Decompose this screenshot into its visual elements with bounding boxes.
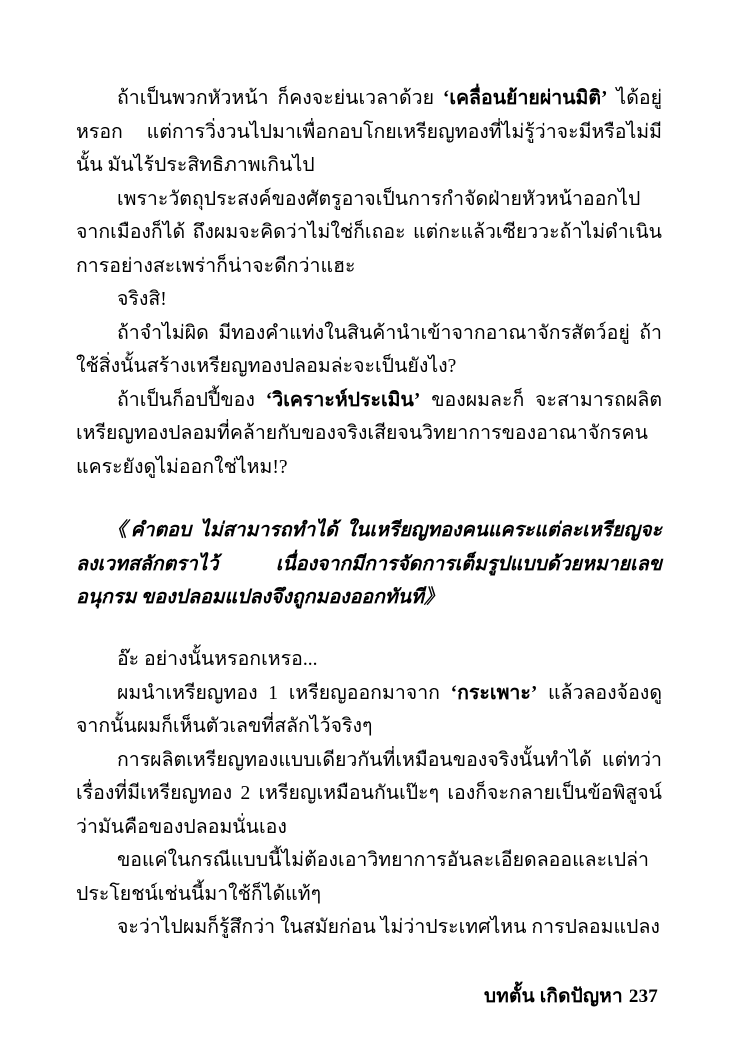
paragraph: [76, 183, 662, 284]
page-number: 237: [628, 986, 658, 1007]
paragraph: [76, 911, 662, 945]
paragraph: [76, 744, 662, 845]
text-run: แล้วลองจ้องดู จากนั้นผมก็เห็นตัวเลขที่สลักไว้จริงๆ: [76, 682, 662, 738]
page-footer: [76, 963, 662, 1011]
paragraph: [76, 677, 662, 744]
document-body: [76, 82, 662, 945]
text-run-emphasis: ‘กระเพาะ’: [450, 682, 538, 704]
text-run: อ๊ะ อย่างนั้นหรอกเหรอ...: [116, 648, 318, 670]
paragraph: [76, 643, 662, 677]
paragraph: [76, 844, 662, 911]
text-run: ถ้าจำไม่ผิด มีทองคำแท่งในสินค้านำเข้าจากอาณาจักรสัตว์อยู่ ถ้าใช้สิ่งนั้นสร้างเหรียญทองปลอมล่ะจะเป็นยังไง?: [76, 322, 662, 378]
text-run: ของผมละก็ จะสามารถผลิตเหรียญทองปลอมที่คล้ายกับของจริงเสียจนวิทยาการของอาณาจักรคนแคระยังดูไม่ออกใช่ไหม!?: [76, 389, 662, 478]
quote-close-mark: 》: [423, 587, 444, 609]
paragraph: [76, 283, 662, 317]
quote-text: คำตอบ ไม่สามารถทำได้ ในเหรียญทองคนแคระแต่ละเหรียญจะลงเวทสลักตราไว้ เนื่องจากมีการจัดการเต็มรูปแบบด้วยหมายเลขอนุกรม ของปลอมแปลงจึงถูกมองออกทันที: [76, 520, 662, 609]
text-run: จะว่าไปผมก็รู้สึกว่า ในสมัยก่อน ไม่ว่าประเทศไหน การปลอมแปลง: [116, 917, 660, 939]
paragraph: [76, 317, 662, 384]
text-run: ถ้าเป็นก็อปปี้ของ: [116, 389, 266, 411]
text-run: ผมนำเหรียญทอง 1 เหรียญออกมาจาก: [116, 682, 451, 704]
chapter-label: บทตั้น เกิดปัญหา: [484, 986, 623, 1007]
text-run: ขอแค่ในกรณีแบบนี้ไม่ต้องเอาวิทยาการอันละเอียดลออและเปล่าประโยชน์เช่นนี้มาใช้ก็ได้แท้ๆ: [76, 850, 649, 905]
text-run: ได้อยู่หรอก แต่การวิ่งวนไปมาเพื่อกอบโกยเหรียญทองที่ไม่รู้ว่าจะมีหรือไม่มีนั้น มันไร้ประสิทธิภาพเกินไป: [76, 88, 662, 177]
paragraph: [76, 82, 662, 183]
text-run: เพราะวัตถุประสงค์ของศัตรูอาจเป็นการกำจัดฝ่ายหัวหน้าออกไปจากเมืองก็ได้ ถึงผมจะคิดว่าไม่ใช่ก็เถอะ แต่กะแล้วเซียววะถ้าไม่ดำเนินการอย่างสะเพร่าก็น่าจะดีกว่าแฮะ: [76, 188, 662, 277]
paragraph: [76, 384, 662, 485]
system-message-quote: [76, 514, 662, 615]
text-run: การผลิตเหรียญทองแบบเดียวกันที่เหมือนของจริงนั้นทำได้ แต่ทว่า เรื่องที่มีเหรียญทอง 2 เหรียญเหมือนกันเป๊ะๆ เองก็จะกลายเป็นข้อพิสูจน์ว่ามันคือของปลอมนั่นเอง: [76, 749, 662, 838]
text-run: จริงสิ!: [116, 289, 167, 311]
text-run: ถ้าเป็นพวกหัวหน้า ก็คงจะย่นเวลาด้วย: [116, 88, 443, 109]
text-run-emphasis: ‘เคลื่อนย้ายผ่านมิติ’: [442, 88, 608, 109]
text-run-emphasis: ‘วิเคราะห์ประเมิน’: [265, 389, 421, 411]
quote-open-mark: 《: [107, 520, 131, 542]
